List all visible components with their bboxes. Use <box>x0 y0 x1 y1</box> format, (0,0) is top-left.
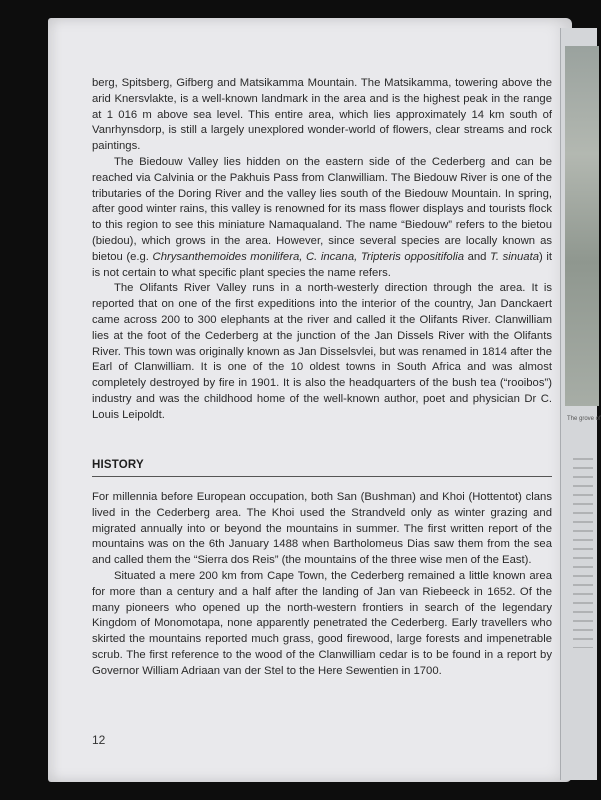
section-heading-block <box>92 458 552 474</box>
text-run: and <box>464 250 490 263</box>
paragraph <box>92 281 552 423</box>
paragraph <box>92 155 552 281</box>
facing-page-edge <box>560 28 601 780</box>
text-run: For millennia before European occupation, both San (Bushman) and Khoi (Hottentot) clans lived in the Cederberg area. The Khoi used the Strandveld only as winter grazing and migrated annually into or beyond the mountains in summer. The first written report of the mountains was on the 6th January 1488 when Bartholomeus Dias saw them from the sea and called them the “Sierra dos Reis” (the mountains of the three wise men of the East). <box>92 491 552 567</box>
text-run: The Biedouw Valley lies hidden on the eastern side of the Cederberg and can be reached via Calvinia or the Pakhuis Pass from Clanwilliam. The Biedouw River is one of the tributaries of the Doring River and the valley lies south of the Biedouw Mountain. In spring, after good winter rains, this valley is renowned for its mass flower displays and tourists flock to this region to see this miniature Namaqualand. The name “Biedouw” refers to the bietou (biedou), which grows in the area. However, since several species are locally known as bietou (e.g. <box>92 155 552 263</box>
body-text-history <box>92 490 552 680</box>
paragraph <box>92 490 552 569</box>
facing-page-photo <box>565 46 599 406</box>
italic-text: Chrysanthemoides monilifera, C. incana, Tripteris oppositifolia <box>152 250 465 263</box>
section-heading: HISTORY <box>92 459 144 471</box>
paragraph <box>92 569 552 680</box>
text-run: berg, Spitsberg, Gifberg and Matsikamma Mountain. The Matsikamma, towering above the arid Knersvlakte, is a well-known landmark in the area and is the highest peak in the range at 1 016 m above sea level. This entire area, which lies approximately 14 km south of Vanrhynsdorp, is still a largely unexplored wonder-world of flowers, clear streams and rock paintings. <box>92 77 552 153</box>
text-run: ) it is not certain to what specific plant species the name refers. <box>92 250 552 279</box>
paragraph <box>92 76 552 155</box>
heading-rule <box>92 476 552 477</box>
facing-page-text-fragment <box>573 458 593 648</box>
italic-text: T. sinuata <box>490 250 539 263</box>
facing-page-caption: The grove of <box>567 416 601 422</box>
body-text-top <box>92 76 552 424</box>
text-run: Situated a mere 200 km from Cape Town, the Cederberg remained a little known area for more than a century and a half after the landing of Jan van Riebeeck in 1652. Of the many pioneers who opened up the north-western frontiers in search of the legendary Kingdom of Monomotapa, none apparently penetrated the Cederberg. Early travellers who skirted the mountains reported much grass, good firewood, large forests and impenetrable scrub. The first reference to the wood of the Clanwilliam cedar is to be found in a report by Governor William Adriaan van der Stel to the Here Sewentien in 1700. <box>92 569 552 677</box>
page-number: 12 <box>92 733 106 747</box>
text-run: The Olifants River Valley runs in a north-westerly direction through the area. It is reported that on one of the first expeditions into the interior of the country, Jan Danckaert came across 200 to 300 elephants at the river and called it the Olifants River. Clanwilliam lies at the foot of the Cederberg at the junction of the Jan Dissels River with the Olifants River. This town was originally known as Jan Disselsvlei, but was renamed in 1814 after the Earl of Clanwilliam. It is one of the 10 oldest towns in South Africa and was almost completely destroyed by fire in 1901. It is also the headquarters of the bush tea (“rooibos”) industry and was the childhood home of the well-known author, poet and physician Dr C. Louis Leipoldt. <box>92 282 552 421</box>
